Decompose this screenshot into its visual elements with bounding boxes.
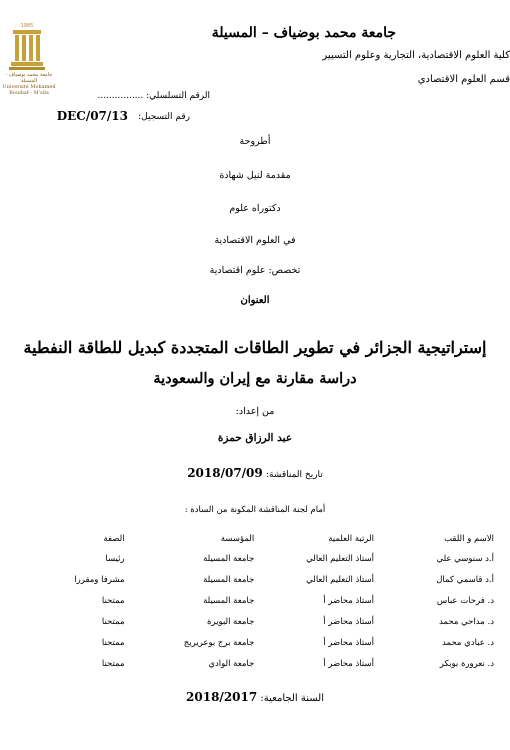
- member-role: رئيسا: [105, 553, 125, 564]
- discussion-date-label: تاريخ المناقشة:: [265, 470, 323, 480]
- header-rank: الرتبة العلمية: [328, 534, 374, 544]
- faculty-name: كلية العلوم الاقتصادية، التجارية وعلوم التسيير: [322, 50, 510, 61]
- university-name: جامعة محمد بوضياف – المسيلة: [211, 25, 396, 41]
- header-name: الاسم و اللقب: [444, 534, 494, 544]
- member-role: ممتحنا: [101, 595, 125, 606]
- member-name: أ.د سنوسي علي: [436, 553, 494, 564]
- thesis-subtitle: دراسة مقارنة مع إيران والسعودية: [153, 370, 357, 387]
- member-rank: أستاذ التعليم العالي: [306, 553, 374, 564]
- member-role: مشرفا ومقررا: [74, 574, 125, 585]
- member-name: د. عبادي محمد: [442, 637, 494, 648]
- logo-caption-arabic: جامعة محمد بوضياف - المسيلة: [5, 72, 53, 84]
- member-name: د. مداحي محمد: [438, 616, 494, 627]
- member-institution: جامعة المسيلة: [203, 595, 255, 606]
- logo-year: 1985: [20, 23, 34, 29]
- registration-number: DEC/07/13: [56, 109, 128, 123]
- member-institution: جامعة برج بوعريريج: [183, 637, 255, 648]
- jury-table: [18, 530, 498, 674]
- table-row: [18, 611, 498, 632]
- field: في العلوم الاقتصادية: [214, 235, 296, 246]
- header-role: الصفة: [103, 534, 125, 544]
- thesis-label: أطروحة: [239, 136, 271, 147]
- department-name: قسم العلوم الاقتصادي: [417, 74, 510, 85]
- member-rank: أستاذ محاضر أ: [323, 595, 374, 606]
- member-name: أ.د قاسمي كمال: [436, 574, 494, 585]
- table-row: [18, 548, 498, 569]
- member-institution: جامعة المسيلة: [203, 574, 255, 585]
- committee-intro: أمام لجنة المناقشة المكونة من السادة :: [184, 505, 326, 515]
- logo-caption: [0, 72, 58, 96]
- member-institution: جامعة الوادي: [208, 658, 255, 669]
- registration-label: رقم التسجيل:: [138, 112, 190, 122]
- discussion-date-line: [0, 466, 510, 480]
- member-role: ممتحنا: [101, 637, 125, 648]
- member-rank: أستاذ محاضر أ: [323, 616, 374, 627]
- prepared-by-label: من إعداد:: [235, 406, 275, 417]
- serial-number-label: الرقم التسلسلي: ................: [97, 91, 210, 101]
- degree: دكتوراه علوم: [229, 203, 281, 214]
- member-rank: أستاذ محاضر أ: [323, 658, 374, 669]
- discussion-date: 2018/07/09: [187, 466, 263, 480]
- academic-year-label: السنة الجامعية:: [260, 693, 324, 704]
- thesis-title: إستراتيجية الجزائر في تطوير الطاقات المتجددة كبديل للطاقة النفطية: [23, 338, 487, 357]
- member-name: د. نعرورة بوبكر: [439, 658, 494, 669]
- academic-year: 2018/2017: [186, 690, 258, 704]
- member-role: ممتحنا: [101, 616, 125, 627]
- member-name: د. فرحات عباس: [436, 595, 494, 606]
- academic-year-line: [0, 690, 510, 704]
- member-rank: أستاذ التعليم العالي: [306, 574, 374, 585]
- specialization: تخصص: علوم اقتصادية: [209, 265, 301, 276]
- jury-header-row: [18, 530, 498, 548]
- table-row: [18, 632, 498, 653]
- submitted-for: مقدمة لنيل شهادة: [219, 170, 291, 181]
- header-institution: المؤسسة: [220, 534, 255, 544]
- member-rank: أستاذ محاضر أ: [323, 637, 374, 648]
- member-institution: جامعة البويرة: [207, 616, 255, 627]
- table-row: [18, 590, 498, 611]
- title-label: العنوان: [240, 295, 270, 306]
- table-row: [18, 653, 498, 674]
- logo-caption-french: Université Mohamed Boudiaf - M'sila: [2, 84, 56, 96]
- author-name: عبد الرزاق حمزة: [217, 432, 293, 444]
- member-institution: جامعة المسيلة: [203, 553, 255, 564]
- table-row: [18, 569, 498, 590]
- member-role: ممتحنا: [101, 658, 125, 669]
